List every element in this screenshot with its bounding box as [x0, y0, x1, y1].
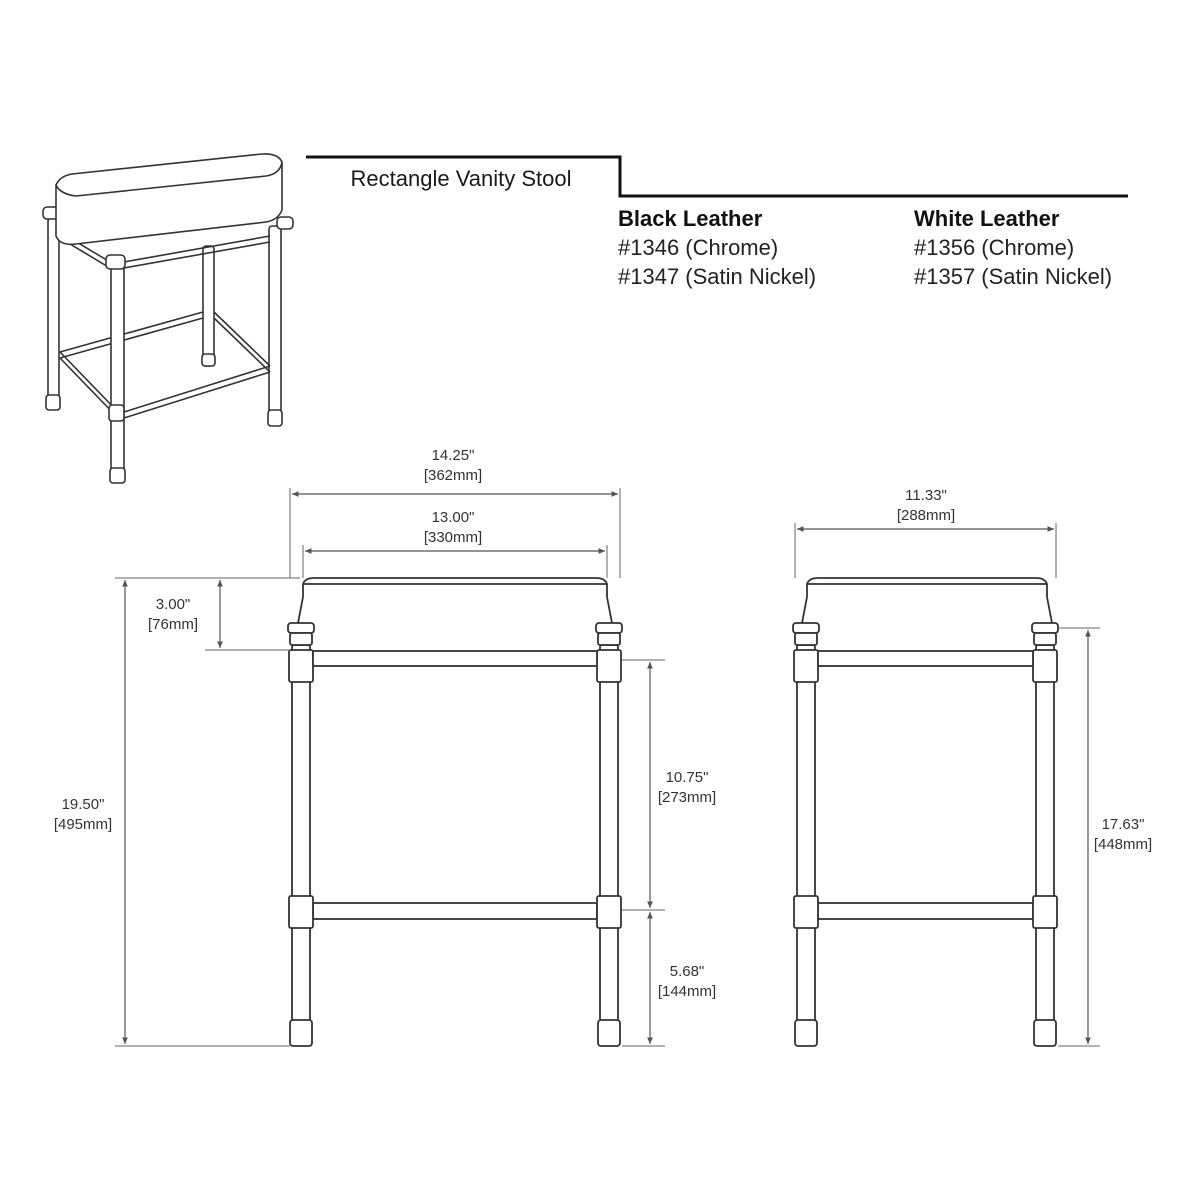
- finish-item: #1356 (Chrome): [914, 235, 1075, 260]
- finish-group-white: [914, 204, 1112, 291]
- finish-heading: Black Leather: [618, 206, 763, 231]
- dim-overall-width: 14.25" [362mm]: [423, 447, 483, 484]
- dim-seat-width: 13.00" [330mm]: [423, 509, 483, 546]
- dim-upper-leg-height: 10.75" [273mm]: [657, 769, 717, 806]
- dim-overall-height: 19.50" [495mm]: [53, 796, 113, 833]
- dim-lower-leg-height: 5.68" [144mm]: [657, 963, 717, 1000]
- dim-depth: 11.33" [288mm]: [896, 487, 956, 524]
- iso-stool-drawing: [43, 154, 293, 483]
- side-elevation: [793, 578, 1058, 1046]
- finish-item: #1357 (Satin Nickel): [914, 264, 1113, 289]
- finish-item: #1347 (Satin Nickel): [618, 264, 817, 289]
- dim-cushion-height: 3.00" [76mm]: [147, 596, 198, 633]
- finish-heading: White Leather: [914, 206, 1060, 231]
- product-title: Rectangle Vanity Stool: [350, 166, 572, 191]
- finish-group-black: [618, 204, 816, 291]
- dim-side-height: 17.63" [448mm]: [1093, 816, 1153, 853]
- finish-item: #1346 (Chrome): [618, 235, 779, 260]
- front-elevation: [288, 578, 622, 1046]
